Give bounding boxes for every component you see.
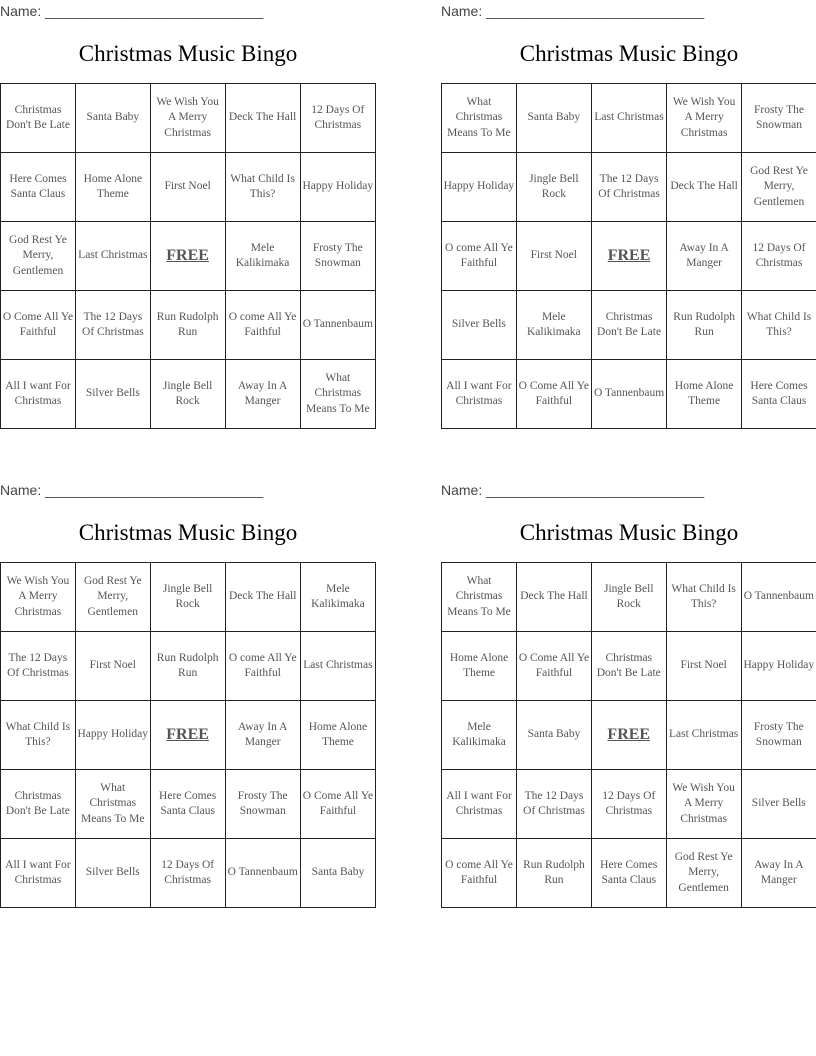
bingo-cell: Mele Kalikimaka bbox=[516, 291, 591, 360]
bingo-cell: What Child Is This? bbox=[666, 563, 741, 632]
bingo-cell: Away In A Manger bbox=[225, 360, 300, 429]
bingo-cell: Home Alone Theme bbox=[442, 632, 517, 701]
bingo-card-2 bbox=[441, 0, 816, 440]
bingo-cell: Santa Baby bbox=[300, 839, 375, 908]
free-space-cell: FREE bbox=[150, 701, 225, 770]
bingo-cell: O come All Ye Faithful bbox=[442, 222, 517, 291]
bingo-cell: Away In A Manger bbox=[667, 222, 742, 291]
bingo-cell: O Tannenbaum bbox=[300, 291, 375, 360]
bingo-cell: O Come All Ye Faithful bbox=[300, 770, 375, 839]
bingo-cell: What Child Is This? bbox=[225, 153, 300, 222]
bingo-grid bbox=[0, 562, 376, 908]
bingo-cell: 12 Days Of Christmas bbox=[742, 222, 816, 291]
bingo-cell: Home Alone Theme bbox=[75, 153, 150, 222]
grid-row bbox=[442, 291, 816, 360]
grid-row bbox=[1, 153, 376, 222]
grid-row bbox=[442, 632, 816, 701]
bingo-cell: O Come All Ye Faithful bbox=[517, 632, 592, 701]
grid-row bbox=[1, 839, 376, 908]
bingo-cell: Run Rudolph Run bbox=[667, 291, 742, 360]
bingo-cell: What Christmas Means To Me bbox=[75, 770, 150, 839]
bingo-cell: What Christmas Means To Me bbox=[442, 84, 517, 153]
free-space-cell: FREE bbox=[150, 222, 225, 291]
bingo-cell: The 12 Days Of Christmas bbox=[591, 153, 666, 222]
grid-row bbox=[1, 291, 376, 360]
bingo-cell: Christmas Don't Be Late bbox=[591, 632, 666, 701]
name-field-label: Name: ____________________________ bbox=[0, 482, 264, 498]
bingo-cell: O Tannenbaum bbox=[591, 360, 666, 429]
bingo-cell: Jingle Bell Rock bbox=[150, 563, 225, 632]
name-field-label: Name: ____________________________ bbox=[441, 482, 705, 498]
grid-row bbox=[1, 222, 376, 291]
bingo-card-1 bbox=[0, 0, 376, 440]
bingo-cell: Mele Kalikimaka bbox=[442, 701, 517, 770]
bingo-cell: Deck The Hall bbox=[225, 84, 300, 153]
bingo-cell: Last Christmas bbox=[300, 632, 375, 701]
name-field-label: Name: ____________________________ bbox=[0, 3, 264, 19]
card-title: Christmas Music Bingo bbox=[78, 41, 298, 66]
grid-row bbox=[442, 770, 816, 839]
bingo-cell: First Noel bbox=[666, 632, 741, 701]
grid-row bbox=[1, 563, 376, 632]
bingo-cell: All I want For Christmas bbox=[442, 770, 517, 839]
bingo-grid bbox=[441, 562, 816, 908]
card-title: Christmas Music Bingo bbox=[519, 520, 739, 545]
grid-row bbox=[1, 360, 376, 429]
bingo-cell: O Come All Ye Faithful bbox=[1, 291, 76, 360]
bingo-cell: What Christmas Means To Me bbox=[442, 563, 517, 632]
bingo-cell: What Child Is This? bbox=[742, 291, 816, 360]
bingo-cell: Christmas Don't Be Late bbox=[1, 84, 76, 153]
grid-row bbox=[442, 839, 816, 908]
bingo-cell: O Tannenbaum bbox=[741, 563, 816, 632]
bingo-cell: Frosty The Snowman bbox=[225, 770, 300, 839]
bingo-cell: We Wish You A Merry Christmas bbox=[667, 84, 742, 153]
bingo-cell: O Tannenbaum bbox=[225, 839, 300, 908]
bingo-cell: Here Comes Santa Claus bbox=[150, 770, 225, 839]
bingo-cell: Happy Holiday bbox=[741, 632, 816, 701]
bingo-cell: All I want For Christmas bbox=[442, 360, 517, 429]
grid-row bbox=[1, 632, 376, 701]
free-space-cell: FREE bbox=[591, 222, 666, 291]
bingo-cell: Deck The Hall bbox=[517, 563, 592, 632]
bingo-cell: Silver Bells bbox=[75, 360, 150, 429]
bingo-cell: Happy Holiday bbox=[75, 701, 150, 770]
bingo-cell: Here Comes Santa Claus bbox=[591, 839, 666, 908]
grid-row bbox=[442, 360, 816, 429]
bingo-cell: Run Rudolph Run bbox=[150, 291, 225, 360]
bingo-cell: First Noel bbox=[150, 153, 225, 222]
bingo-cell: Run Rudolph Run bbox=[517, 839, 592, 908]
card-title: Christmas Music Bingo bbox=[519, 41, 739, 66]
bingo-cell: O come All Ye Faithful bbox=[442, 839, 517, 908]
bingo-cell: 12 Days Of Christmas bbox=[150, 839, 225, 908]
bingo-grid bbox=[0, 83, 376, 429]
bingo-cell: Mele Kalikimaka bbox=[300, 563, 375, 632]
bingo-cell: The 12 Days Of Christmas bbox=[517, 770, 592, 839]
bingo-cell: Run Rudolph Run bbox=[150, 632, 225, 701]
name-field-label: Name: ____________________________ bbox=[441, 3, 705, 19]
bingo-cell: Santa Baby bbox=[517, 701, 592, 770]
bingo-cell: The 12 Days Of Christmas bbox=[1, 632, 76, 701]
grid-row bbox=[442, 701, 816, 770]
bingo-cell: Santa Baby bbox=[75, 84, 150, 153]
grid-row bbox=[442, 563, 816, 632]
bingo-cell: God Rest Ye Merry, Gentlemen bbox=[75, 563, 150, 632]
grid-row bbox=[442, 222, 816, 291]
bingo-cell: Christmas Don't Be Late bbox=[1, 770, 76, 839]
bingo-cell: Silver Bells bbox=[442, 291, 517, 360]
bingo-cell: Happy Holiday bbox=[442, 153, 517, 222]
bingo-cell: O come All Ye Faithful bbox=[225, 291, 300, 360]
bingo-cell: Frosty The Snowman bbox=[300, 222, 375, 291]
bingo-cell: The 12 Days Of Christmas bbox=[75, 291, 150, 360]
bingo-cell: 12 Days Of Christmas bbox=[591, 770, 666, 839]
bingo-cell: Last Christmas bbox=[75, 222, 150, 291]
bingo-cell: Here Comes Santa Claus bbox=[1, 153, 76, 222]
bingo-cell: 12 Days Of Christmas bbox=[300, 84, 375, 153]
bingo-cell: Happy Holiday bbox=[300, 153, 375, 222]
grid-row bbox=[1, 84, 376, 153]
free-space-cell: FREE bbox=[591, 701, 666, 770]
bingo-cell: Jingle Bell Rock bbox=[150, 360, 225, 429]
bingo-cell: Jingle Bell Rock bbox=[591, 563, 666, 632]
bingo-cell: Away In A Manger bbox=[741, 839, 816, 908]
bingo-cell: Here Comes Santa Claus bbox=[742, 360, 816, 429]
bingo-card-3 bbox=[0, 479, 376, 919]
bingo-cell: O come All Ye Faithful bbox=[225, 632, 300, 701]
bingo-cell: Last Christmas bbox=[591, 84, 666, 153]
bingo-cell: All I want For Christmas bbox=[1, 360, 76, 429]
bingo-cell: All I want For Christmas bbox=[1, 839, 76, 908]
bingo-cell: Deck The Hall bbox=[667, 153, 742, 222]
card-title: Christmas Music Bingo bbox=[78, 520, 298, 545]
bingo-cell: We Wish You A Merry Christmas bbox=[666, 770, 741, 839]
bingo-cell: Frosty The Snowman bbox=[742, 84, 816, 153]
bingo-cell: What Christmas Means To Me bbox=[300, 360, 375, 429]
bingo-cell: Deck The Hall bbox=[225, 563, 300, 632]
bingo-cell: Silver Bells bbox=[741, 770, 816, 839]
bingo-cell: Home Alone Theme bbox=[300, 701, 375, 770]
bingo-cell: Frosty The Snowman bbox=[741, 701, 816, 770]
bingo-cell: Last Christmas bbox=[666, 701, 741, 770]
grid-row bbox=[1, 770, 376, 839]
bingo-cell: Jingle Bell Rock bbox=[516, 153, 591, 222]
grid-row bbox=[442, 153, 816, 222]
bingo-cell: Christmas Don't Be Late bbox=[591, 291, 666, 360]
bingo-cell: First Noel bbox=[75, 632, 150, 701]
bingo-grid bbox=[441, 83, 816, 429]
bingo-cell: We Wish You A Merry Christmas bbox=[150, 84, 225, 153]
bingo-cell: Santa Baby bbox=[516, 84, 591, 153]
bingo-cell: Home Alone Theme bbox=[667, 360, 742, 429]
bingo-cell: God Rest Ye Merry, Gentlemen bbox=[1, 222, 76, 291]
bingo-cell: Silver Bells bbox=[75, 839, 150, 908]
grid-row bbox=[442, 84, 816, 153]
bingo-cell: O Come All Ye Faithful bbox=[516, 360, 591, 429]
bingo-cell: God Rest Ye Merry, Gentlemen bbox=[666, 839, 741, 908]
bingo-cell: What Child Is This? bbox=[1, 701, 76, 770]
grid-row bbox=[1, 701, 376, 770]
bingo-cell: First Noel bbox=[516, 222, 591, 291]
bingo-card-4 bbox=[441, 479, 816, 919]
bingo-cell: Away In A Manger bbox=[225, 701, 300, 770]
bingo-cell: God Rest Ye Merry, Gentlemen bbox=[742, 153, 816, 222]
bingo-cell: Mele Kalikimaka bbox=[225, 222, 300, 291]
bingo-cell: We Wish You A Merry Christmas bbox=[1, 563, 76, 632]
